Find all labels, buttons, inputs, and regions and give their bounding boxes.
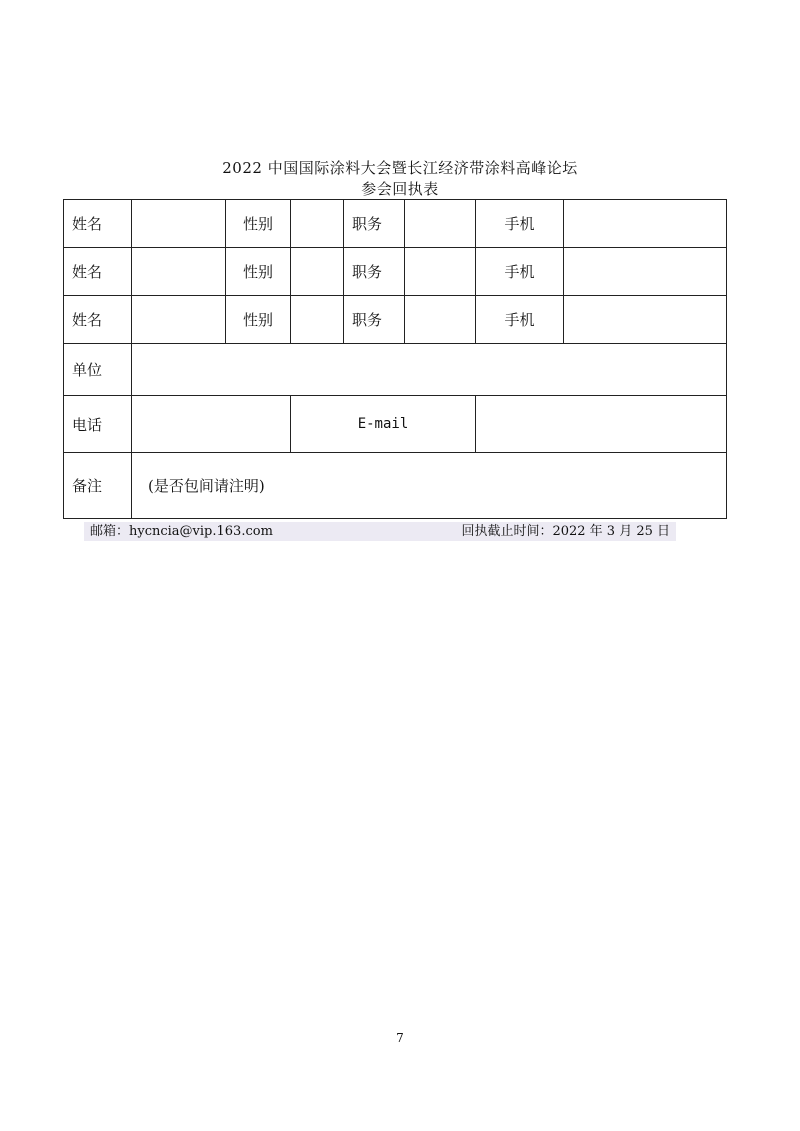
form-subtitle: 参会回执表 [361,180,439,198]
phone-label: 电话 [64,396,132,453]
form-title: 2022 中国国际涂料大会暨长江经济带涂料高峰论坛 [222,159,578,177]
attendee-row-2 [64,248,727,296]
remarks-label: 备注 [64,453,132,519]
mobile-field[interactable] [564,248,727,296]
name-label: 姓名 [64,248,132,296]
name-label: 姓名 [64,296,132,344]
gender-label: 性别 [226,296,291,344]
unit-label: 单位 [64,344,132,396]
attendee-row-1 [64,200,727,248]
name-field[interactable] [132,200,226,248]
position-label: 职务 [344,296,405,344]
unit-row [64,344,727,396]
page-number: 7 [396,1031,404,1045]
phone-row [64,396,727,453]
gender-label: 性别 [226,248,291,296]
email-label: E-mail [291,396,476,453]
mobile-label: 手机 [476,296,564,344]
mobile-label: 手机 [476,248,564,296]
attendee-row-3 [64,296,727,344]
position-field[interactable] [405,296,476,344]
position-label: 职务 [344,248,405,296]
gender-label: 性别 [226,200,291,248]
mobile-field[interactable] [564,200,727,248]
gender-field[interactable] [291,200,344,248]
gender-field[interactable] [291,248,344,296]
footer-bar [84,522,676,541]
mobile-field[interactable] [564,296,727,344]
position-label: 职务 [344,200,405,248]
contact-email: 邮箱：hycncia@vip.163.com [90,524,273,539]
gender-field[interactable] [291,296,344,344]
name-field[interactable] [132,248,226,296]
name-label: 姓名 [64,200,132,248]
unit-field[interactable] [132,344,727,396]
reply-deadline: 回执截止时间：2022 年 3 月 25 日 [461,524,670,539]
mobile-label: 手机 [476,200,564,248]
remarks-field[interactable]: (是否包间请注明) [132,453,727,519]
remarks-row [64,453,727,519]
email-field[interactable] [476,396,727,453]
registration-form-table [63,199,727,519]
name-field[interactable] [132,296,226,344]
phone-field[interactable] [132,396,291,453]
position-field[interactable] [405,200,476,248]
position-field[interactable] [405,248,476,296]
